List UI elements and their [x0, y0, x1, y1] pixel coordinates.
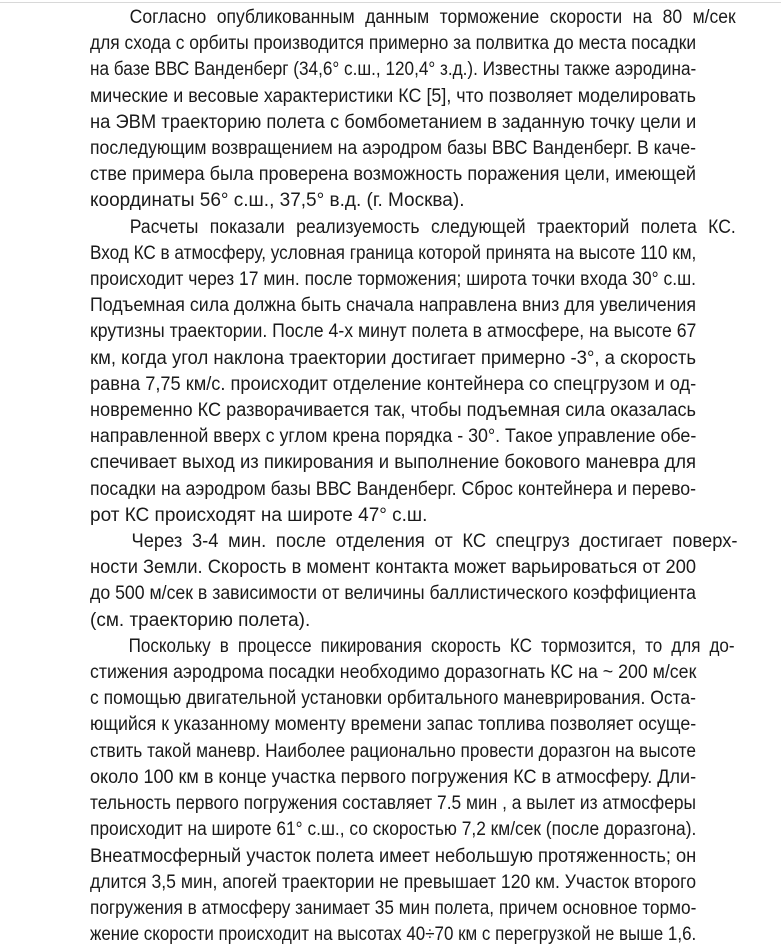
text-line: мические и весовые характеристики КС [5], что позволяет моделировать: [90, 85, 696, 107]
text-line: спечивает выход из пикирования и выполнение бокового маневра для: [90, 452, 697, 474]
text-line: длится 3,5 мин, апогей траектории не превышает 120 км. Участок второго: [90, 871, 696, 893]
text-line: происходит через 17 мин. после торможения; широта точки входа 30° с.ш.: [90, 269, 696, 291]
page-top-border: [0, 2, 781, 3]
text-line: стижения аэродрома посадки необходимо доразогнать КС на ~ 200 м/сек: [90, 662, 697, 684]
text-line: рот КС происходят на широте 47° с.ш.: [90, 504, 428, 526]
document-page: [90, 5, 738, 948]
text-line: около 100 км в конце участка первого погружения КС в атмосферу. Дли-: [90, 766, 697, 788]
text-line: на ЭВМ траекторию полета с бомбометанием в заданную точку цели и: [90, 111, 697, 133]
text-line: Расчеты показали реализуемость следующей траекторий полета КС.: [129, 216, 736, 238]
text-line: Вход КС в атмосферу, условная граница которой принята на высоте 110 км,: [90, 242, 697, 264]
paragraph: [90, 529, 738, 634]
text-line: ствить такой маневр. Наиболее рационально провести доразгон на высоте: [90, 740, 696, 762]
text-line: координаты 56° с.ш., 37,5° в.д. (г. Москва).: [90, 190, 465, 212]
text-line: Поскольку в процессе пикирования скорость КС тормозится, то для до-: [128, 635, 735, 657]
text-line: до 500 м/сек в зависимости от величины баллистического коэффициента: [90, 583, 697, 605]
paragraph: [90, 5, 736, 215]
text-line: Подъемная сила должна быть сначала направлена вниз для увеличения: [90, 295, 696, 317]
text-line: для схода с орбиты производится примерно за полвитка до места посадки: [90, 33, 697, 55]
text-line: (см. траекторию полета).: [90, 609, 311, 631]
text-line: направленной вверх с углом крена порядка - 30°. Такое управление обе-: [90, 426, 697, 448]
text-line: тельность первого погружения составляет 7.5 мин , а вылет из атмосферы: [90, 793, 696, 815]
text-line: стве примера была проверена возможность поражения цели, имеющей: [90, 164, 696, 186]
text-line: Согласно опубликованным данным торможение скорости на 80 м/сек: [129, 7, 736, 28]
paragraph: [90, 634, 735, 948]
text-line: км, когда угол наклона траектории достигает примерно -3°, а скорость: [90, 347, 696, 369]
text-line: равна 7,75 км/с. происходит отделение контейнера со спецгрузом и од-: [90, 373, 697, 395]
text-line: с помощью двигательной установки орбитального маневрирования. Оста-: [90, 688, 696, 710]
text-line: новременно КС разворачивается так, чтобы подъемная сила оказалась: [90, 400, 696, 422]
text-line: посадки на аэродром базы ВВС Ванденберг. Сброс контейнера и перево-: [90, 478, 697, 500]
text-line: погружения в атмосферу занимает 35 мин полета, причем основное тормо-: [90, 897, 697, 919]
text-line: происходит на широте 61° с.ш., со скоростью 7,2 км/сек (после доразгона).: [90, 819, 697, 841]
text-line: ности Земли. Скорость в момент контакта может варьироваться от 200: [90, 557, 696, 579]
text-line: на базе ВВС Ванденберг (34,6° с.ш., 120,4° з.д.). Известны также аэродина-: [90, 59, 697, 81]
paragraph: [90, 215, 736, 529]
text-line: Через 3-4 мин. после отделения от КС спецгруз достигает поверх-: [131, 531, 738, 553]
text-line: Внеатмосферный участок полета имеет небольшую протяженность; он: [90, 845, 697, 867]
text-line: ющийся к указанному моменту времени запас топлива позволяет осуще-: [90, 714, 697, 736]
text-line: крутизны траектории. После 4-х минут полета в атмосфере, на высоте 67: [90, 321, 697, 343]
text-line: последующим возвращением на аэродром базы ВВС Ванденберг. В каче-: [90, 138, 696, 160]
text-line: жение скорости происходит на высотах 40÷70 км с перегрузкой не выше 1,6.: [90, 924, 697, 946]
